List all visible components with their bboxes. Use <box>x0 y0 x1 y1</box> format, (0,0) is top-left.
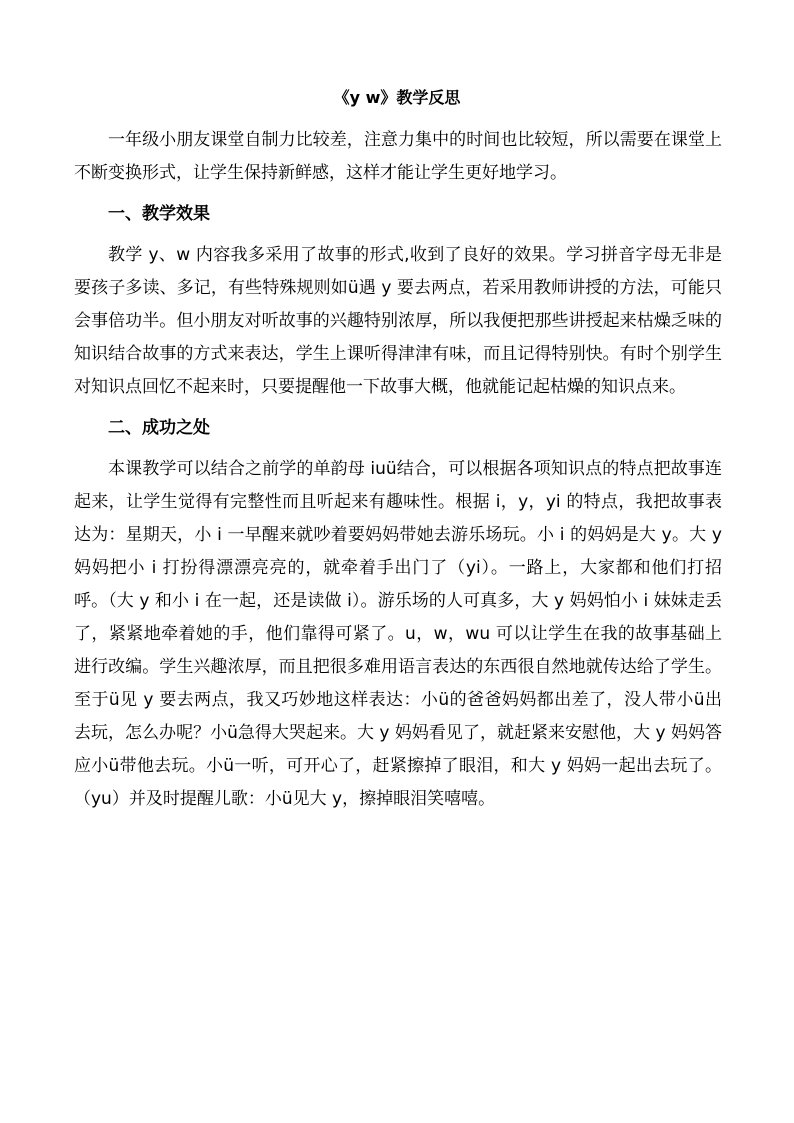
section-paragraph-successes: 本课教学可以结合之前学的单韵母 iuü结合，可以根据各项知识点的特点把故事连起来，让学生觉得有完整性而且听起来有趣味性。根据 i，y，yi 的特点，我把故事表达为：星期天，小 i 一早醒来就吵着要妈妈带她去游乐场玩。小 i 的妈妈是大 y。大 y 妈妈把小 i 打扮得漂漂亮亮的，就牵着手出门了（yi）。一路上，大家都和他们打招呼。（大 y 和小 i 在一起，还是读做 i）。游乐场的人可真多，大 y 妈妈怕小 i 妹妹走丢了，紧紧地牵着她的手，他们靠得可紧了。u，w，wu 可以让学生在我的故事基础上进行改编。学生兴趣浓厚，而且把很多难用语言表达的东西很自然地就传达给了学生。至于ü见 y 要去两点，我又巧妙地这样表达：小ü的爸爸妈妈都出差了，没人带小ü出去玩，怎么办呢？小ü急得大哭起来。大 y 妈妈看见了，就赶紧来安慰他，大 y 妈妈答应小ü带他去玩。小ü一听，可开心了，赶紧擦掉了眼泪，和大 y 妈妈一起出去玩了。（yu）并及时提醒儿歌：小ü见大 y，擦掉眼泪笑嘻嘻。 <box>74 459 722 809</box>
section-heading-successes: 二、成功之处 <box>108 418 210 438</box>
document-title: 《y w》教学反思 <box>333 88 461 107</box>
intro-paragraph: 一年级小朋友课堂自制力比较差，注意力集中的时间也比较短，所以需要在课堂上不断变换形式，让学生保持新鲜感，这样才能让学生更好地学习。 <box>74 130 722 183</box>
section-heading-teaching-effect: 一、教学效果 <box>108 204 210 224</box>
section-paragraph-teaching-effect: 教学 y、w 内容我多采用了故事的形式,收到了良好的效果。学习拼音字母无非是要孩子多读、多记，有些特殊规则如ü遇 y 要去两点，若采用教师讲授的方法，可能只会事倍功半。但小朋友对听故事的兴趣特别浓厚，所以我便把那些讲授起来枯燥乏味的知识结合故事的方式来表达，学生上课听得津津有味，而且记得特别快。有时个别学生对知识点回忆不起来时，只要提醒他一下故事大概，他就能记起枯燥的知识点来。 <box>74 245 722 397</box>
document-body <box>74 124 722 816</box>
